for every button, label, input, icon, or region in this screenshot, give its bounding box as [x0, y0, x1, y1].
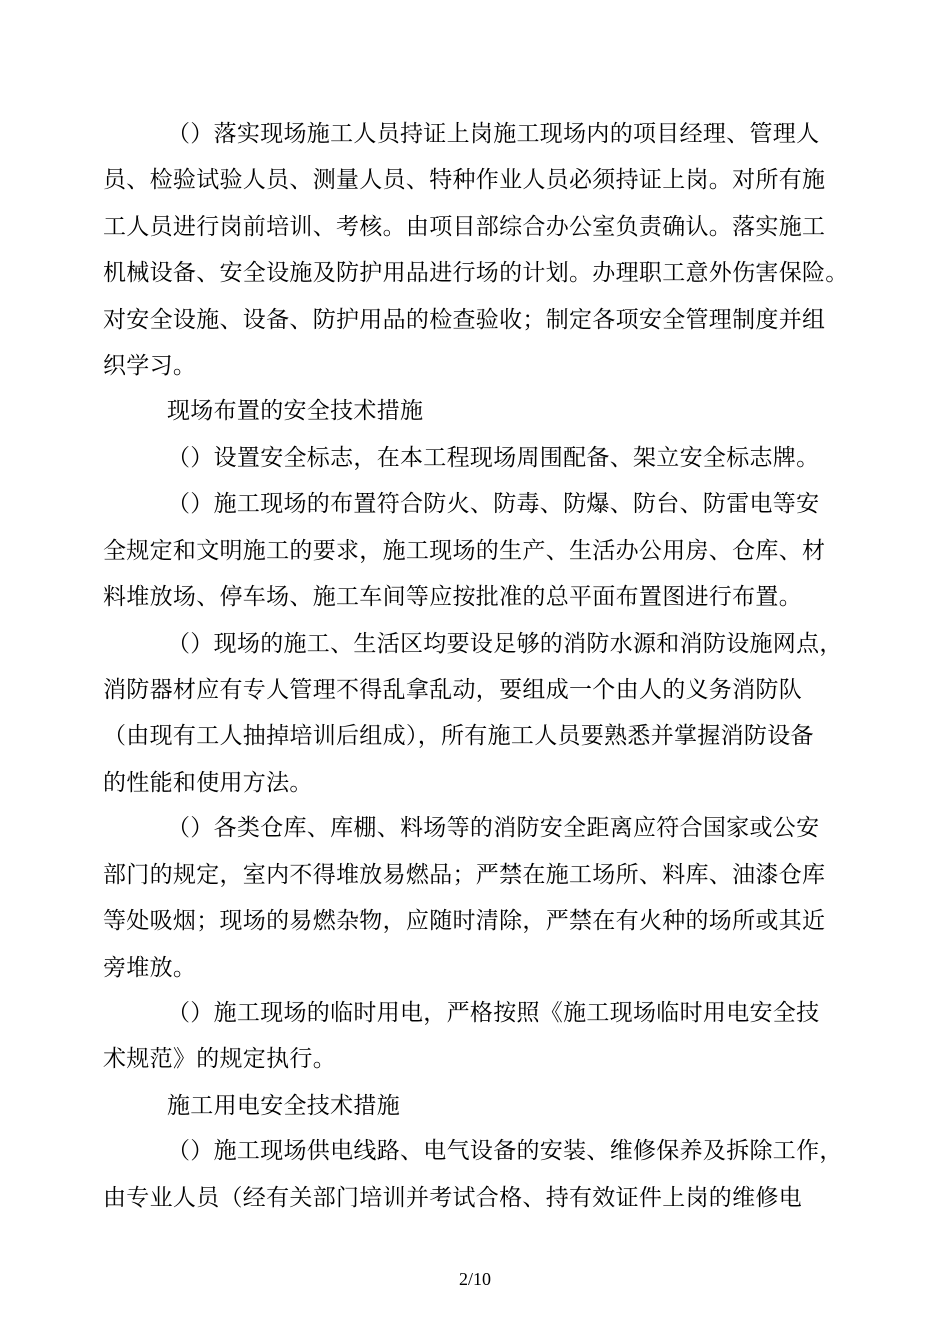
- text-line: 对安全设施、设备、防护用品的检查验收；制定各项安全管理制度并组: [103, 307, 826, 333]
- text-line: 员、检验试验人员、测量人员、特种作业人员必须持证上岗。对所有施: [103, 167, 826, 193]
- text-line: （由现有工人抽掉培训后组成），所有施工人员要熟悉并掌握消防设备: [103, 723, 814, 749]
- text-line: 部门的规定，室内不得堆放易燃品；严禁在施工场所、料库、油漆仓库: [103, 862, 826, 888]
- text-line: 工人员进行岗前培训、考核。由项目部综合办公室负责确认。落实施工: [103, 214, 826, 240]
- text-line: 由专业人员（经有关部门培训并考试合格、持有效证件上岗的维修电: [103, 1185, 802, 1211]
- text-line: 机械设备、安全设施及防护用品进行场的计划。办理职工意外伤害保险。: [103, 260, 849, 286]
- text-line: （）施工现场供电线路、电气设备的安装、维修保养及拆除工作，: [167, 1138, 843, 1164]
- text-line: 的性能和使用方法。: [103, 770, 313, 796]
- section-heading: 施工用电安全技术措施: [167, 1093, 400, 1119]
- page-number: 2/10: [458, 1269, 491, 1289]
- section-heading: 现场布置的安全技术措施: [167, 398, 424, 424]
- text-line: 料堆放场、停车场、施工车间等应按批准的总平面布置图进行布置。: [103, 584, 802, 610]
- text-line: 消防器材应有专人管理不得乱拿乱动，要组成一个由人的义务消防队: [103, 677, 802, 703]
- text-line: （）现场的施工、生活区均要设足够的消防水源和消防设施网点，: [167, 631, 843, 657]
- text-line: （）设置安全标志，在本工程现场周围配备、架立安全标志牌。: [167, 445, 820, 471]
- text-line: （）落实现场施工人员持证上岗施工现场内的项目经理、管理人: [167, 121, 820, 147]
- text-line: 全规定和文明施工的要求，施工现场的生产、生活办公用房、仓库、材: [103, 538, 826, 564]
- text-line: （）各类仓库、库棚、料场等的消防安全距离应符合国家或公安: [167, 815, 820, 841]
- text-line: 织学习。: [103, 353, 197, 379]
- text-line: （）施工现场的临时用电，严格按照《施工现场临时用电安全技: [167, 1000, 820, 1026]
- text-line: （）施工现场的布置符合防火、防毒、防爆、防台、防雷电等安: [167, 491, 820, 517]
- text-line: 等处吸烟；现场的易燃杂物，应随时清除，严禁在有火种的场所或其近: [103, 908, 826, 934]
- text-line: 旁堆放。: [103, 955, 197, 981]
- text-line: 术规范》的规定执行。: [103, 1046, 336, 1072]
